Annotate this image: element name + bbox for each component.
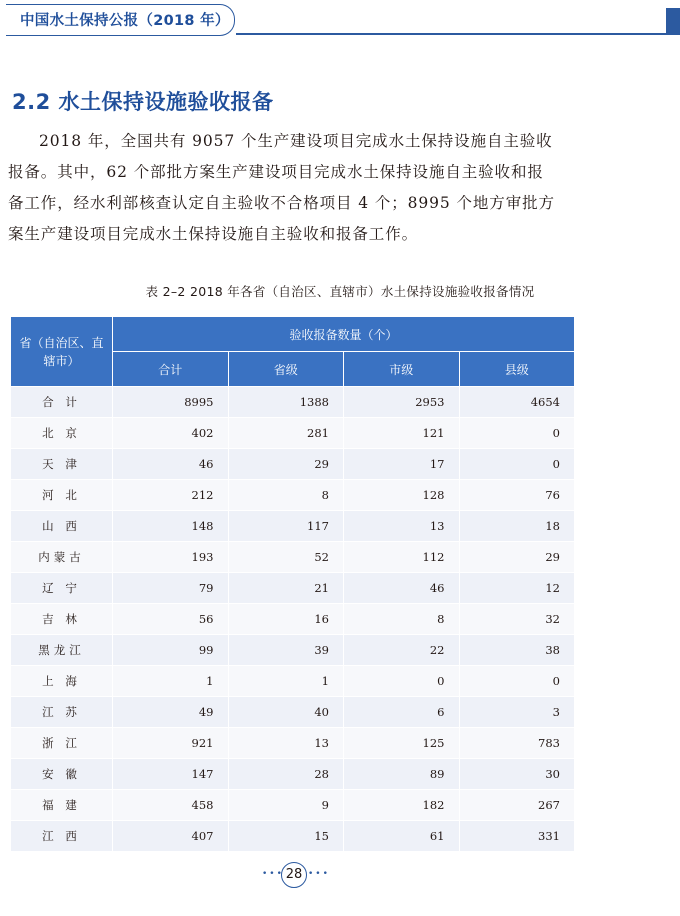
total-cell: 147 <box>113 759 229 790</box>
county-cell: 0 <box>459 666 575 697</box>
total-cell: 407 <box>113 821 229 852</box>
provincial-cell: 28 <box>228 759 344 790</box>
subheader-total: 合计 <box>113 352 229 387</box>
county-cell: 32 <box>459 604 575 635</box>
total-cell: 49 <box>113 697 229 728</box>
city-cell: 125 <box>344 728 460 759</box>
province-name-cell: 北 京 <box>11 418 113 449</box>
table-row <box>11 635 575 666</box>
count-group-header: 验收报备数量（个） <box>113 317 575 352</box>
body-paragraph <box>8 126 598 250</box>
total-cell: 79 <box>113 573 229 604</box>
county-cell: 30 <box>459 759 575 790</box>
city-cell: 121 <box>344 418 460 449</box>
city-cell: 46 <box>344 573 460 604</box>
provincial-cell: 16 <box>228 604 344 635</box>
county-cell: 38 <box>459 635 575 666</box>
city-cell: 128 <box>344 480 460 511</box>
paragraph-line: 案生产建设项目完成水土保持设施自主验收和报备工作。 <box>8 225 419 243</box>
county-cell: 331 <box>459 821 575 852</box>
footer-dots-left: ••• <box>262 869 284 879</box>
paragraph-line: 报备。其中，62 个部批方案生产建设项目完成水土保持设施自主验收和报 <box>8 163 544 181</box>
county-cell: 0 <box>459 418 575 449</box>
total-cell: 148 <box>113 511 229 542</box>
header-accent-bar <box>666 8 680 34</box>
province-name-cell: 黑龙江 <box>11 635 113 666</box>
province-column-header: 省（自治区、直辖市） <box>11 317 113 387</box>
province-name-cell: 合 计 <box>11 387 113 418</box>
total-cell: 921 <box>113 728 229 759</box>
total-cell: 402 <box>113 418 229 449</box>
provincial-cell: 13 <box>228 728 344 759</box>
city-cell: 22 <box>344 635 460 666</box>
running-header <box>0 0 680 40</box>
total-cell: 458 <box>113 790 229 821</box>
paragraph-line: 备工作，经水利部核查认定自主验收不合格项目 4 个；8995 个地方审批方 <box>8 194 555 212</box>
province-name-cell: 江 西 <box>11 821 113 852</box>
city-cell: 13 <box>344 511 460 542</box>
province-name-cell: 天 津 <box>11 449 113 480</box>
province-name-cell: 辽 宁 <box>11 573 113 604</box>
total-cell: 8995 <box>113 387 229 418</box>
total-cell: 212 <box>113 480 229 511</box>
county-cell: 0 <box>459 449 575 480</box>
provincial-cell: 1388 <box>228 387 344 418</box>
subheader-county: 县级 <box>459 352 575 387</box>
provincial-cell: 21 <box>228 573 344 604</box>
province-name-cell: 江 苏 <box>11 697 113 728</box>
provincial-cell: 39 <box>228 635 344 666</box>
table-caption: 表 2–2 2018 年各省（自治区、直辖市）水土保持设施验收报备情况 <box>145 284 535 299</box>
total-cell: 1 <box>113 666 229 697</box>
table-row <box>11 573 575 604</box>
province-name-cell: 山 西 <box>11 511 113 542</box>
subheader-city: 市级 <box>344 352 460 387</box>
header-rule <box>236 33 680 35</box>
table-row <box>11 449 575 480</box>
table-row <box>11 728 575 759</box>
provincial-cell: 9 <box>228 790 344 821</box>
county-cell: 4654 <box>459 387 575 418</box>
provincial-cell: 29 <box>228 449 344 480</box>
total-cell: 46 <box>113 449 229 480</box>
table-row <box>11 542 575 573</box>
city-cell: 61 <box>344 821 460 852</box>
city-cell: 8 <box>344 604 460 635</box>
city-cell: 112 <box>344 542 460 573</box>
city-cell: 182 <box>344 790 460 821</box>
subheader-provincial: 省级 <box>228 352 344 387</box>
city-cell: 89 <box>344 759 460 790</box>
total-cell: 99 <box>113 635 229 666</box>
county-cell: 783 <box>459 728 575 759</box>
city-cell: 2953 <box>344 387 460 418</box>
table-row <box>11 697 575 728</box>
provincial-cell: 8 <box>228 480 344 511</box>
province-name-cell: 河 北 <box>11 480 113 511</box>
table-row <box>11 821 575 852</box>
table-row <box>11 790 575 821</box>
province-name-cell: 安 徽 <box>11 759 113 790</box>
table-row <box>11 604 575 635</box>
table-row <box>11 511 575 542</box>
county-cell: 18 <box>459 511 575 542</box>
province-name-cell: 浙 江 <box>11 728 113 759</box>
paragraph-line: 2018 年，全国共有 9057 个生产建设项目完成水土保持设施自主验收 <box>39 132 553 150</box>
provincial-cell: 1 <box>228 666 344 697</box>
province-name-cell: 吉 林 <box>11 604 113 635</box>
total-cell: 56 <box>113 604 229 635</box>
city-cell: 0 <box>344 666 460 697</box>
table-row <box>11 759 575 790</box>
publication-title: 中国水土保持公报（2018 年） <box>20 13 230 29</box>
province-name-cell: 内蒙古 <box>11 542 113 573</box>
footer-dots-right: ••• <box>308 869 330 879</box>
acceptance-table <box>10 316 575 852</box>
provincial-cell: 40 <box>228 697 344 728</box>
provincial-cell: 281 <box>228 418 344 449</box>
table-row <box>11 418 575 449</box>
city-cell: 6 <box>344 697 460 728</box>
page-number: 28 <box>281 862 307 888</box>
county-cell: 29 <box>459 542 575 573</box>
table-row <box>11 387 575 418</box>
total-cell: 193 <box>113 542 229 573</box>
provincial-cell: 52 <box>228 542 344 573</box>
provincial-cell: 117 <box>228 511 344 542</box>
county-cell: 3 <box>459 697 575 728</box>
county-cell: 267 <box>459 790 575 821</box>
provincial-cell: 15 <box>228 821 344 852</box>
page-footer <box>0 858 680 888</box>
table-row <box>11 666 575 697</box>
table-row <box>11 480 575 511</box>
section-title: 2.2 水土保持设施验收报备 <box>12 90 274 114</box>
province-name-cell: 福 建 <box>11 790 113 821</box>
county-cell: 76 <box>459 480 575 511</box>
province-name-cell: 上 海 <box>11 666 113 697</box>
county-cell: 12 <box>459 573 575 604</box>
city-cell: 17 <box>344 449 460 480</box>
